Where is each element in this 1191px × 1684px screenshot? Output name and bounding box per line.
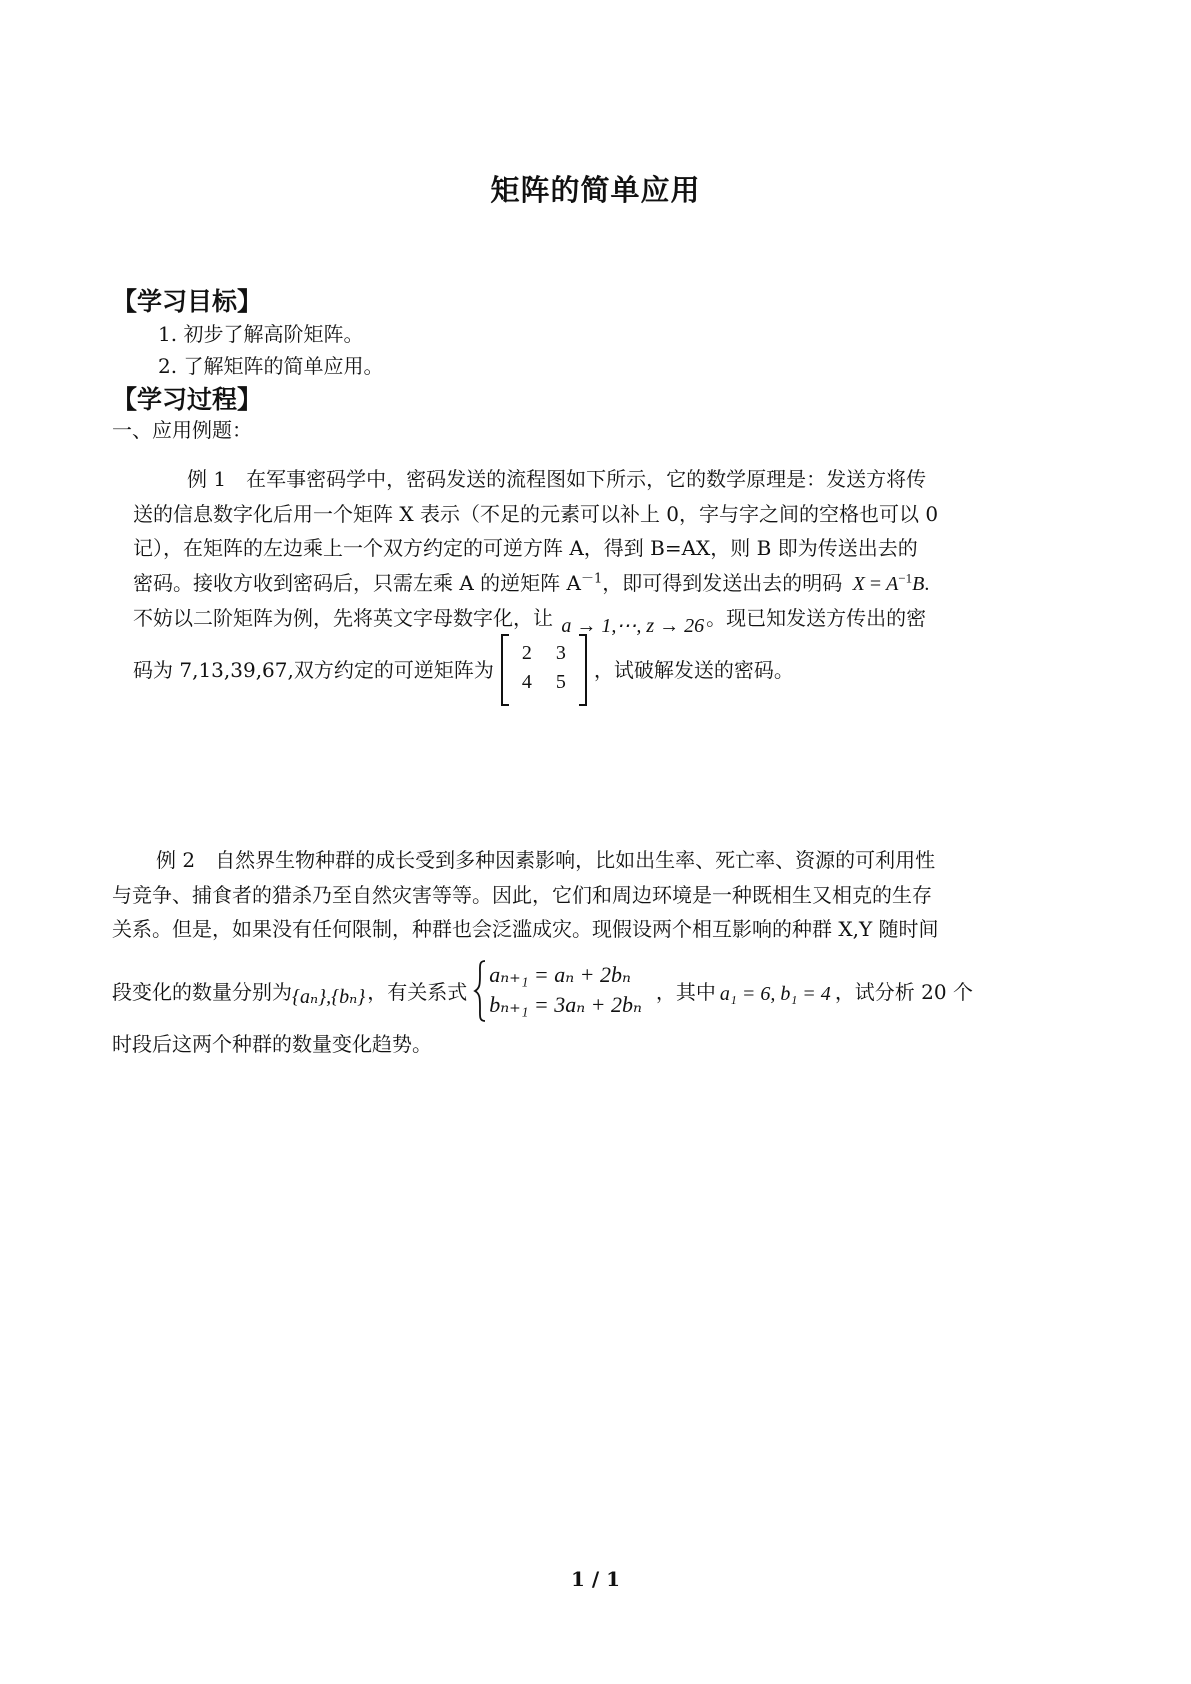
example-1-line-6	[133, 638, 794, 698]
example-1-line-5	[133, 601, 1113, 637]
example-2-line-4-before: 段变化的数量分别为	[112, 979, 292, 1004]
formula-sup: −1	[898, 569, 913, 585]
example-2-line-1: 例 2 自然界生物种群的成长受到多种因素影响，比如出生率、死亡率、资源的可利用性	[156, 848, 936, 872]
example-2-line-4	[112, 960, 973, 1020]
goal-item-1: 1. 初步了解高阶矩阵。	[158, 322, 364, 346]
example-1-line-2: 送的信息数字化后用一个矩阵 X 表示（不足的元素可以补上 0，字与字之间的空格也可以 0	[133, 501, 939, 526]
example-1-line-3: 记），在矩阵的左边乘上一个双方约定的可逆方阵 A，得到 B=AX，则 B 即为传送出去的	[133, 536, 918, 560]
sequence-notation: {aₙ},{bₙ}	[292, 985, 366, 1008]
formula-b: B	[912, 572, 925, 595]
formula-a: A	[886, 572, 899, 595]
recurrence-equation-2: bₙ₊₁ = 3aₙ + 2bₙ	[489, 992, 642, 1017]
recurrence-system	[473, 960, 642, 1020]
matrix-cell: 3	[555, 642, 566, 664]
example-2-line-2: 与竞争、捕食者的猎杀乃至自然灾害等等。因此，它们和周边环境是一种既相生又相克的生存	[112, 882, 932, 907]
example-1-line-6-before: 码为 7,13,39,67,双方约定的可逆矩阵为	[133, 657, 494, 682]
goal-item-2: 2. 了解矩阵的简单应用。	[158, 354, 384, 378]
initial-values: a₁ = 6, b₁ = 4	[719, 982, 831, 1005]
recurrence-equation-1: aₙ₊₁ = aₙ + 2bₙ	[489, 962, 631, 987]
formula-eq: =	[864, 572, 887, 595]
example-2-line-4-mid2: ，其中	[655, 979, 716, 1004]
example-1-line-4	[133, 566, 1113, 602]
example-1-line-5-rest: 。现已知发送方传出的密	[706, 606, 927, 630]
example-2-line-4-after: ，试分析 20 个	[834, 979, 973, 1004]
formula-x: X	[852, 572, 865, 595]
formula-end: .	[924, 572, 930, 595]
matrix-bracket-right	[578, 634, 588, 706]
brace-icon	[473, 960, 487, 1022]
goals-heading: 【学习目标】	[112, 287, 263, 316]
example-1-line-5-text: 不妨以二阶矩阵为例，先将英文字母数字化，让	[133, 606, 553, 630]
inverse-formula	[853, 571, 930, 595]
matrix-bracket-left	[500, 634, 510, 706]
example-1-paragraph	[133, 462, 1113, 637]
example-1-line-4-text: 密码。接收方收到密码后，只需左乘 A 的逆矩阵 A	[133, 570, 581, 595]
example-1-line-1: 例 1 在军事密码学中，密码发送的流程图如下所示，它的数学原理是：发送方将传	[187, 467, 927, 491]
process-heading: 【学习过程】	[112, 385, 263, 414]
example-2-line-3: 关系。但是，如果没有任何限制，种群也会泛滥成灾。现假设两个相互影响的种群 X,Y 随时间	[112, 917, 939, 941]
example-1-line-4-rest: ，即可得到发送出去的明码	[602, 570, 843, 595]
key-matrix	[500, 638, 588, 698]
example-1-line-6-after: ，试破解发送的密码。	[593, 657, 794, 682]
page-title: 矩阵的简单应用	[490, 173, 701, 207]
example-2-line-4-mid: ，有关系式	[367, 979, 468, 1004]
example-2-line-5: 时段后这两个种群的数量变化趋势。	[112, 1032, 432, 1056]
page-number: 1 / 1	[570, 1567, 621, 1591]
matrix-cell: 5	[555, 671, 566, 693]
matrix-cell: 2	[521, 642, 532, 664]
letter-mapping: a → 1,⋯, z → 26	[561, 615, 705, 637]
matrix-cell: 4	[521, 671, 532, 693]
process-subheading: 一、应用例题：	[112, 418, 252, 442]
inverse-superscript: －1	[580, 570, 603, 586]
example-2-paragraph	[112, 843, 1092, 947]
